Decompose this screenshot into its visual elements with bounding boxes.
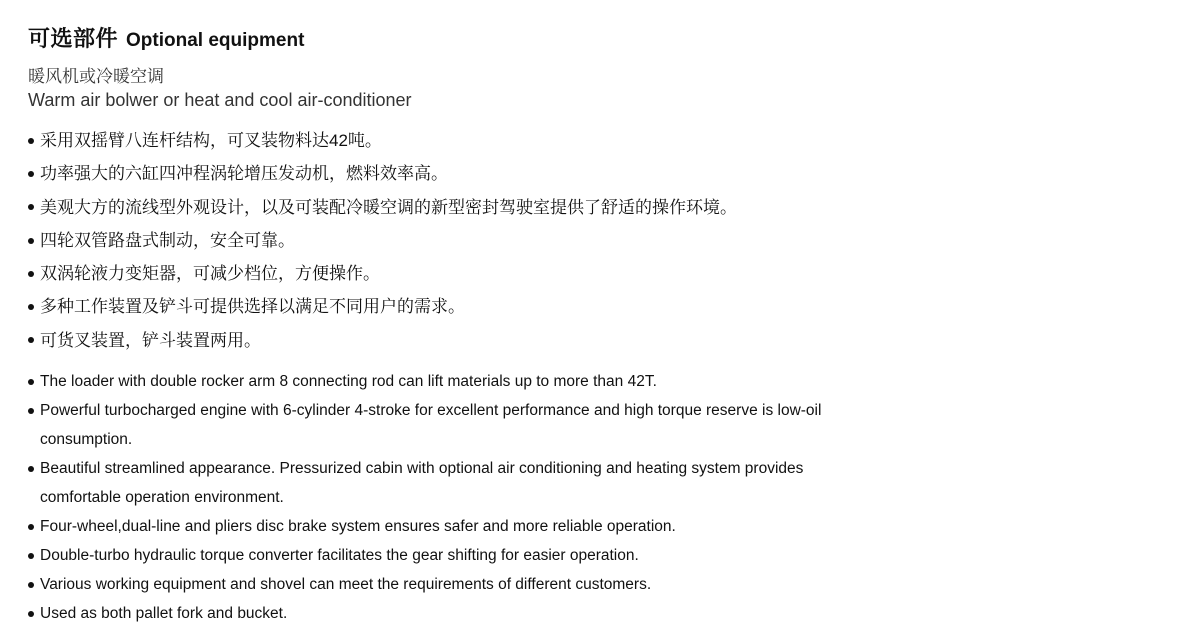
feature-text-cn: 多种工作装置及铲斗可提供选择以满足不同用户的需求。: [40, 297, 465, 317]
feature-item-en: [28, 512, 858, 541]
bullet-icon: [28, 304, 34, 310]
bullet-icon: [28, 171, 34, 177]
section-heading: [28, 66, 1178, 112]
bullet-icon: [28, 524, 34, 530]
bullet-icon: [28, 238, 34, 244]
feature-item-en: [28, 396, 858, 454]
feature-text-en: Beautiful streamlined appearance. Pressurized cabin with optional air conditioning and heating system provides comfortable operation environment.: [40, 460, 804, 507]
page-title: [28, 22, 1178, 52]
bullet-icon: [28, 337, 34, 343]
feature-list-chinese: [28, 124, 1178, 357]
feature-item-en: [28, 599, 858, 628]
feature-text-cn: 可货叉装置，铲斗装置两用。: [40, 330, 261, 350]
section-heading-chinese: 暖风机或冷暖空调: [28, 67, 164, 86]
feature-item-cn: [28, 124, 1178, 157]
bullet-icon: [28, 379, 34, 385]
feature-text-en: Powerful turbocharged engine with 6-cylinder 4-stroke for excellent performance and high torque reserve is low-oil consumption.: [40, 402, 822, 449]
feature-item-cn: [28, 257, 1178, 290]
feature-item-cn: [28, 157, 1178, 190]
feature-text-en: Various working equipment and shovel can meet the requirements of different customers.: [40, 576, 652, 594]
feature-text-cn: 美观大方的流线型外观设计，以及可装配冷暖空调的新型密封驾驶室提供了舒适的操作环境。: [40, 197, 737, 217]
feature-item-en: [28, 454, 858, 512]
bullet-icon: [28, 611, 34, 617]
feature-item-en: [28, 541, 858, 570]
bullet-icon: [28, 204, 34, 210]
bullet-icon: [28, 553, 34, 559]
feature-item-cn: [28, 324, 1178, 357]
feature-text-en: Double-turbo hydraulic torque converter facilitates the gear shifting for easier operation.: [40, 547, 639, 565]
bullet-icon: [28, 582, 34, 588]
bullet-icon: [28, 408, 34, 414]
document-page: [28, 22, 1178, 628]
feature-item-cn: [28, 224, 1178, 257]
feature-text-cn: 双涡轮液力变矩器，可减少档位，方便操作。: [40, 264, 380, 284]
feature-text-en: The loader with double rocker arm 8 connecting rod can lift materials up to more than 42T.: [40, 373, 657, 391]
feature-text-cn: 采用双摇臂八连杆结构，可叉装物料达42吨。: [40, 131, 382, 150]
title-chinese: 可选部件: [28, 26, 119, 51]
bullet-icon: [28, 466, 34, 472]
feature-text-en: Used as both pallet fork and bucket.: [40, 605, 288, 623]
bullet-icon: [28, 271, 34, 277]
feature-text-en: Four-wheel,dual-line and pliers disc brake system ensures safer and more reliable operation.: [40, 518, 676, 536]
feature-list-english: [28, 367, 858, 628]
feature-item-cn: [28, 191, 1178, 224]
feature-item-en: [28, 367, 858, 396]
title-english: Optional equipment: [126, 30, 305, 51]
feature-text-cn: 功率强大的六缸四冲程涡轮增压发动机，燃料效率高。: [40, 164, 448, 184]
section-heading-english: Warm air bolwer or heat and cool air-conditioner: [28, 90, 412, 110]
bullet-icon: [28, 138, 34, 144]
feature-text-cn: 四轮双管路盘式制动，安全可靠。: [40, 230, 295, 250]
feature-item-en: [28, 570, 858, 599]
feature-item-cn: [28, 290, 1178, 323]
